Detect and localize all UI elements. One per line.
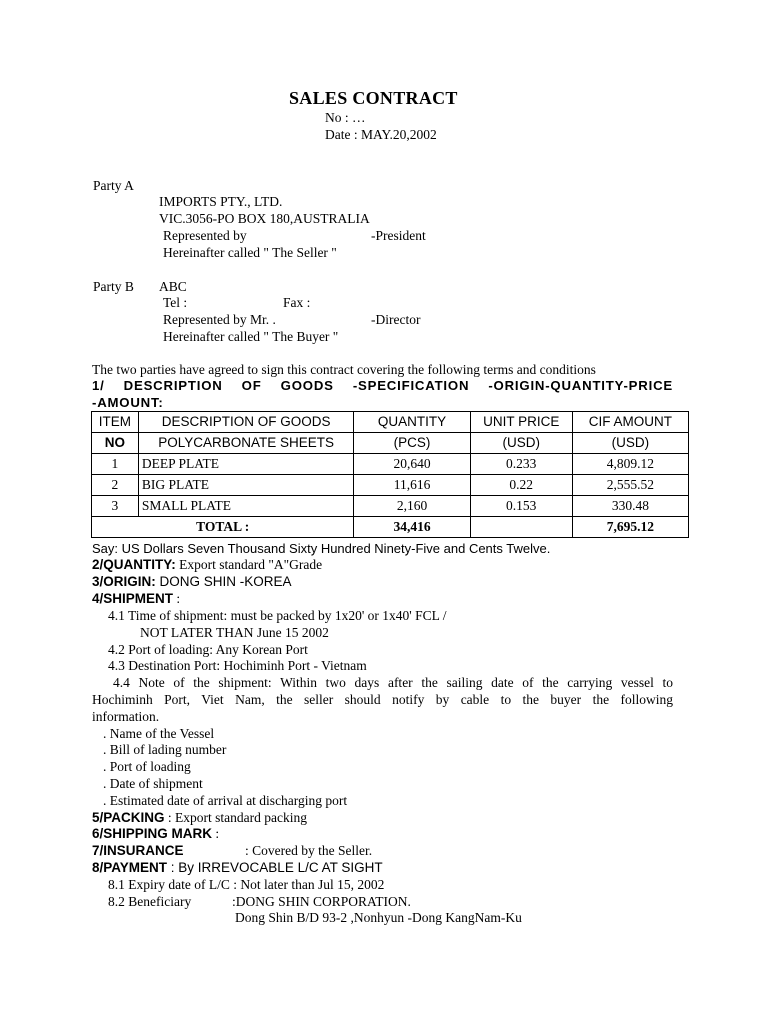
description-cell: BIG PLATE	[138, 475, 354, 496]
goods-table	[91, 411, 689, 538]
unit-price-cell: 0.22	[470, 475, 572, 496]
table-row	[92, 475, 689, 496]
total-label: TOTAL :	[92, 517, 354, 538]
header-cell: QUANTITY	[354, 412, 470, 433]
description-cell: SMALL PLATE	[138, 496, 354, 517]
origin-text: DONG SHIN -KOREA	[155, 574, 292, 589]
shipment-4-4-line3: information.	[92, 709, 160, 724]
quantity-text: Export standard "A"Grade	[175, 557, 323, 572]
party-b-fax: Fax :	[283, 295, 311, 310]
payment-label: 8/PAYMENT	[92, 860, 168, 875]
amount-cell: 330.48	[572, 496, 688, 517]
table-header-row	[92, 412, 689, 433]
payment-line	[92, 860, 383, 877]
intro-text: The two parties have agreed to sign this contract covering the following terms and conditions	[92, 362, 596, 377]
insurance-label: 7/INSURANCE	[92, 843, 184, 858]
table-row	[92, 496, 689, 517]
party-a-address: VIC.3056-PO BOX 180,AUSTRALIA	[159, 211, 370, 226]
payment-8-2-address: Dong Shin B/D 93-2 ,Nonhyun -Dong KangNam-Ku	[235, 910, 522, 925]
packing-text: : Export standard packing	[164, 810, 307, 825]
item-no-cell: 1	[92, 454, 139, 475]
payment-text: : By IRREVOCABLE L/C AT SIGHT	[167, 860, 383, 875]
list-item: . Port of loading	[103, 759, 191, 774]
total-amount: 7,695.12	[572, 517, 688, 538]
party-b-label: Party B	[93, 279, 134, 294]
table-row	[92, 454, 689, 475]
shipping-mark-text: :	[212, 826, 220, 841]
payment-8-2-label: 8.2 Beneficiary	[108, 894, 192, 909]
party-a-label: Party A	[93, 178, 134, 193]
header-cell: ITEM	[92, 412, 139, 433]
contract-date: Date : MAY.20,2002	[325, 127, 437, 142]
shipment-4-4-line2: Hochiminh Port, Viet Nam, the seller should notify by cable to the buyer the following	[92, 692, 673, 707]
origin-label: 3/ORIGIN:	[92, 574, 156, 589]
shipment-line	[92, 591, 180, 608]
amount-in-words: Say: US Dollars Seven Thousand Sixty Hundred Ninety-Five and Cents Twelve.	[92, 541, 551, 556]
shipment-label: 4/SHIPMENT	[92, 591, 174, 606]
shipment-colon: :	[173, 591, 181, 606]
party-a-name: IMPORTS PTY., LTD.	[159, 194, 283, 209]
total-empty-cell	[470, 517, 572, 538]
header-cell: CIF AMOUNT	[572, 412, 688, 433]
section-1-heading-cont: -AMOUNT:	[92, 395, 164, 410]
party-b-name: ABC	[159, 279, 187, 294]
item-no-cell: 3	[92, 496, 139, 517]
page-title: SALES CONTRACT	[289, 88, 458, 108]
shipment-4-1-deadline: NOT LATER THAN June 15 2002	[140, 625, 329, 640]
description-cell: DEEP PLATE	[138, 454, 354, 475]
amount-cell: 4,809.12	[572, 454, 688, 475]
header-cell: (USD)	[470, 433, 572, 454]
party-a-represented: Represented by	[163, 228, 247, 243]
header-cell: UNIT PRICE	[470, 412, 572, 433]
shipping-mark-line	[92, 826, 219, 843]
party-b-represented: Represented by Mr. .	[163, 312, 276, 327]
header-cell: DESCRIPTION OF GOODS	[138, 412, 354, 433]
total-quantity: 34,416	[354, 517, 470, 538]
list-item: . Name of the Vessel	[103, 726, 215, 741]
table-subheader-row	[92, 433, 689, 454]
insurance-label-wrap	[92, 843, 184, 860]
packing-label: 5/PACKING	[92, 810, 165, 825]
party-b-role: -Director	[371, 312, 421, 327]
shipment-4-1: 4.1 Time of shipment: must be packed by 1x20' or 1x40' FCL /	[108, 608, 447, 623]
shipment-4-4-line1: 4.4 Note of the shipment: Within two days after the sailing date of the carrying vessel to	[113, 675, 673, 690]
header-cell: POLYCARBONATE SHEETS	[138, 433, 354, 454]
shipping-mark-label: 6/SHIPPING MARK	[92, 826, 213, 841]
origin-line	[92, 574, 292, 591]
party-a-called: Hereinafter called " The Seller "	[163, 245, 337, 260]
header-cell: NO	[92, 433, 139, 454]
table-total-row	[92, 517, 689, 538]
shipment-4-3: 4.3 Destination Port: Hochiminh Port - Vietnam	[108, 658, 367, 673]
quantity-cell: 11,616	[354, 475, 470, 496]
section-1-heading: 1/ DESCRIPTION OF GOODS -SPECIFICATION -ORIGIN-QUANTITY-PRICE	[92, 378, 673, 393]
party-b-called: Hereinafter called " The Buyer "	[163, 329, 339, 344]
list-item: . Estimated date of arrival at discharging port	[103, 793, 348, 808]
list-item: . Bill of lading number	[103, 742, 227, 757]
party-b-tel: Tel :	[163, 295, 188, 310]
unit-price-cell: 0.233	[470, 454, 572, 475]
quantity-line	[92, 557, 322, 574]
amount-cell: 2,555.52	[572, 475, 688, 496]
quantity-label: 2/QUANTITY:	[92, 557, 176, 572]
payment-8-1: 8.1 Expiry date of L/C : Not later than Jul 15, 2002	[108, 877, 385, 892]
quantity-cell: 20,640	[354, 454, 470, 475]
party-a-role: -President	[371, 228, 426, 243]
item-no-cell: 2	[92, 475, 139, 496]
shipment-4-2: 4.2 Port of loading: Any Korean Port	[108, 642, 308, 657]
unit-price-cell: 0.153	[470, 496, 572, 517]
contract-number: No : …	[325, 110, 366, 125]
header-cell: (PCS)	[354, 433, 470, 454]
list-item: . Date of shipment	[103, 776, 203, 791]
packing-line	[92, 810, 307, 827]
insurance-text: : Covered by the Seller.	[245, 843, 373, 858]
header-cell: (USD)	[572, 433, 688, 454]
payment-8-2-name: :DONG SHIN CORPORATION.	[232, 894, 411, 909]
quantity-cell: 2,160	[354, 496, 470, 517]
